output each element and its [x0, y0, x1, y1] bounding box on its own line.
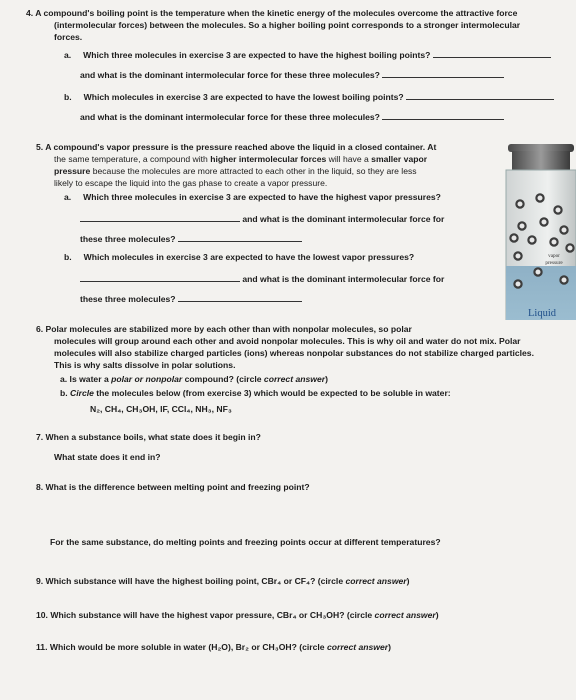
- q5a-force-question: and what is the dominant intermolecular force for: [80, 212, 444, 226]
- q5-intro-line3: pressure because the molecules are more attracted to each other in the liquid, so they are less: [54, 166, 417, 176]
- vapor-pressure-figure: [498, 144, 576, 320]
- q5-intro-line1: 5. A compound's vapor pressure is the pressure reached above the liquid in a closed container. At: [36, 142, 437, 152]
- q5b-force-blank[interactable]: [178, 292, 302, 302]
- q8-question: 8. What is the difference between melting point and freezing point?: [36, 482, 310, 492]
- q6b-molecule-list[interactable]: N₂, CH₄, CH₃OH, IF, CCl₄, NH₃, NF₃: [90, 404, 232, 414]
- q4a-question: a. Which three molecules in exercise 3 are expected to have the highest boiling points?: [64, 48, 551, 62]
- q11-question: 11. Which would be more soluble in water (H₂O), Br₂ or CH₃OH? (circle correct answer): [36, 642, 391, 652]
- q4a-force-question: and what is the dominant intermolecular force for these three molecules?: [80, 68, 504, 82]
- q4-intro-line2: (intermolecular forces) between the molecules. So a higher boiling point corresponds to a stronger intermolecular: [54, 20, 521, 30]
- vapor-label: vapor: [548, 253, 560, 259]
- q4b-answer-blank[interactable]: [406, 90, 554, 100]
- q6-intro-line2: molecules will group around each other and avoid nonpolar molecules. This is why oil and water do not mix. Polar: [54, 336, 521, 346]
- q8-followup: For the same substance, do melting points and freezing points occur at different temperatures?: [50, 537, 441, 547]
- q5b-force-question: and what is the dominant intermolecular force for: [80, 272, 444, 286]
- beaker-illustration: [498, 144, 576, 320]
- polar-nonpolar-choice[interactable]: polar or nonpolar: [111, 374, 183, 384]
- q5b-tail: these three molecules?: [80, 292, 302, 306]
- q5a-force-blank[interactable]: [178, 232, 302, 242]
- q4b-force-blank[interactable]: [382, 110, 504, 120]
- q4a-force-blank[interactable]: [382, 68, 504, 78]
- q5b-question: b. Which molecules in exercise 3 are expected to have the lowest vapor pressures?: [64, 252, 415, 262]
- liquid-label: Liquid: [528, 308, 556, 319]
- q6-intro-line4: This is why salts dissolve in polar solutions.: [54, 360, 236, 370]
- q5a-answer-blank[interactable]: [80, 212, 240, 222]
- q7-question: 7. When a substance boils, what state does it begin in?: [36, 432, 261, 442]
- q4b-question: b. Which molecules in exercise 3 are expected to have the lowest boiling points?: [64, 90, 554, 104]
- q6-intro-line1: 6. Polar molecules are stabilized more by each other than with nonpolar molecules, so polar: [36, 324, 412, 334]
- q4b-force-question: and what is the dominant intermolecular force for these three molecules?: [80, 110, 504, 124]
- q5a-tail: these three molecules?: [80, 232, 302, 246]
- q6b-question: b. Circle the molecules below (from exercise 3) which would be expected to be soluble in water:: [60, 388, 451, 398]
- q5a-question: a. Which three molecules in exercise 3 are expected to have the highest vapor pressures?: [64, 192, 441, 202]
- q4-intro-line1: 4. A compound's boiling point is the temperature when the kinetic energy of the molecules overcome the attractive force: [26, 8, 518, 18]
- q9-question: 9. Which substance will have the highest boiling point, CBr₄ or CF₄? (circle correct answer): [36, 576, 410, 586]
- q7-followup: What state does it end in?: [54, 452, 161, 462]
- q5b-answer-blank[interactable]: [80, 272, 240, 282]
- q4-intro-line3: forces.: [54, 32, 83, 42]
- q6-intro-line3: molecules will also stabilize charged particles (ions) whereas nonpolar substances do not stabilize charged particles.: [54, 348, 534, 358]
- q6a-question: a. Is water a polar or nonpolar compound? (circle correct answer): [60, 374, 328, 384]
- q5-intro-line4: likely to escape the liquid into the gas phase to create a vapor pressure.: [54, 178, 328, 188]
- pressure-label: pressure: [545, 260, 563, 266]
- q4a-answer-blank[interactable]: [433, 48, 551, 58]
- q5-intro-line2: the same temperature, a compound with higher intermolecular forces will have a smaller vapor: [54, 154, 428, 164]
- q10-question: 10. Which substance will have the highest vapor pressure, CBr₄ or CH₃OH? (circle correct answer): [36, 610, 439, 620]
